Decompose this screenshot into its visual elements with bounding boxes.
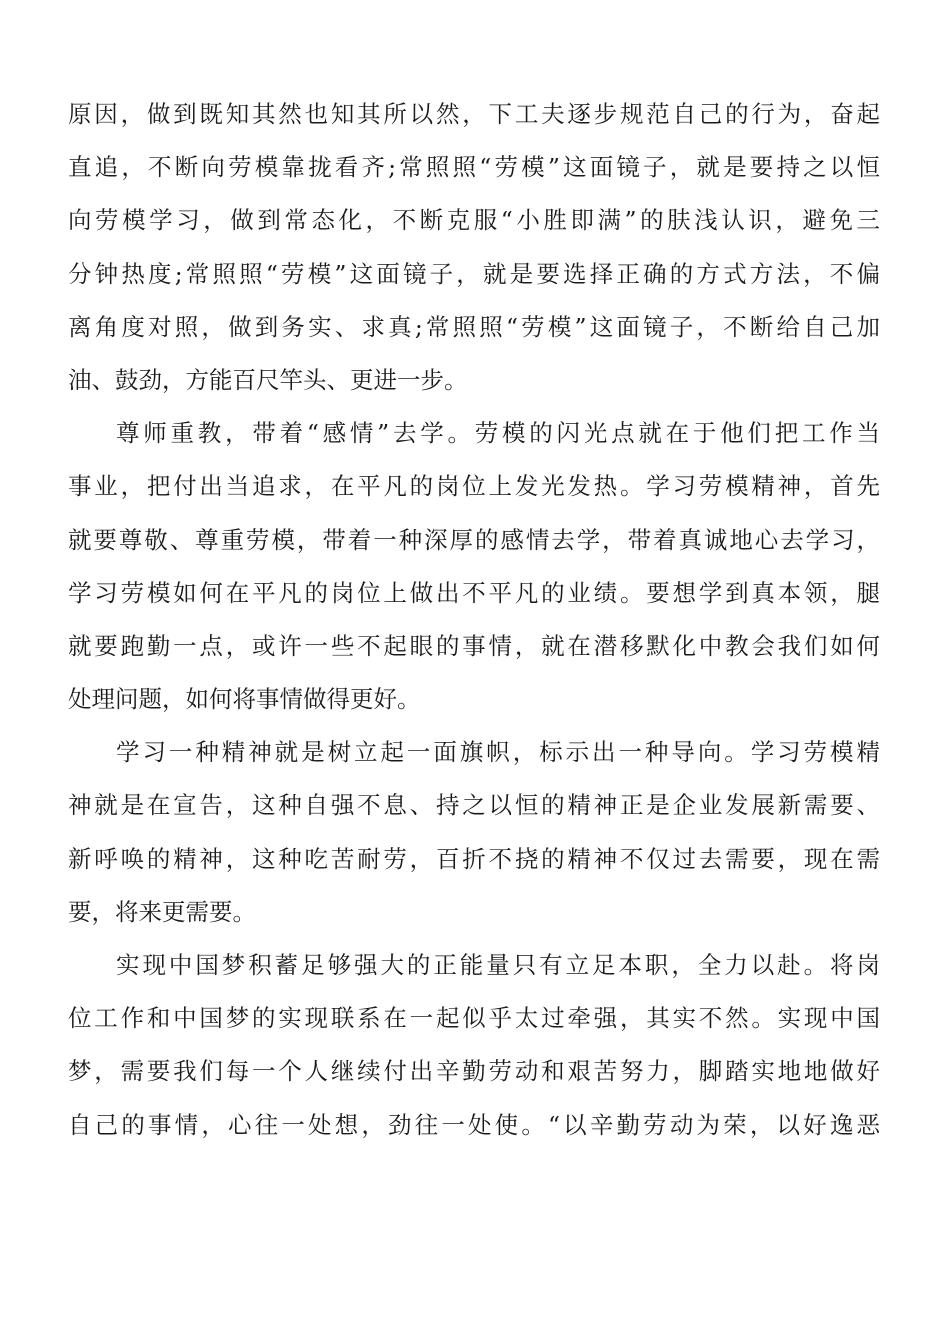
text-line: 分钟热度;常照照“劳模”这面镜子，就是要选择正确的方式方法，不偏 <box>68 259 880 288</box>
text-line: 油、鼓劲，方能百尺竿头、更进一步。 <box>68 365 468 394</box>
paragraph-china-dream <box>68 939 880 1152</box>
text-line: 直追，不断向劳模靠拢看齐;常照照“劳模”这面镜子，就是要持之以恒 <box>68 153 880 182</box>
text-line: 处理问题，如何将事情做得更好。 <box>68 685 421 714</box>
text-line: 新呼唤的精神，这种吃苦耐劳，百折不挠的精神不仅过去需要，现在需 <box>68 844 880 873</box>
document-body <box>68 88 880 1152</box>
text-line: 就要尊敬、尊重劳模，带着一种深厚的感情去学，带着真诚地心去学习， <box>68 525 880 554</box>
text-line: 事业，把付出当追求，在平凡的岗位上发光发热。学习劳模精神，首先 <box>68 472 880 501</box>
text-line: 神就是在宣告，这种自强不息、持之以恒的精神正是企业发展新需要、 <box>68 791 880 820</box>
text-line: 实现中国梦积蓄足够强大的正能量只有立足本职，全力以赴。将岗 <box>116 951 880 979</box>
text-line: 学习一种精神就是树立起一面旗帜，标示出一种导向。学习劳模精 <box>116 738 880 767</box>
text-line: 梦，需要我们每一个人继续付出辛勤劳动和艰苦努力，脚踏实地地做好 <box>68 1057 880 1086</box>
text-line: 就要跑勤一点，或许一些不起眼的事情，就在潜移默化中教会我们如何 <box>68 631 880 660</box>
paragraph-respect <box>68 407 880 726</box>
paragraph-banner <box>68 726 880 939</box>
paragraph-mirror <box>68 88 880 407</box>
text-line: 自己的事情，心往一处想，劲往一处使。“以辛勤劳动为荣，以好逸恶 <box>68 1110 880 1139</box>
text-line: 学习劳模如何在平凡的岗位上做出不平凡的业绩。要想学到真本领，腿 <box>68 578 880 607</box>
text-line: 要，将来更需要。 <box>68 897 256 926</box>
text-line: 尊师重教，带着“感情”去学。劳模的闪光点就在于他们把工作当 <box>116 419 880 448</box>
text-line: 位工作和中国梦的实现联系在一起似乎太过牵强，其实不然。实现中国 <box>68 1004 880 1033</box>
text-line: 离角度对照，做到务实、求真;常照照“劳模”这面镜子，不断给自己加 <box>68 312 880 341</box>
text-line: 原因，做到既知其然也知其所以然，下工夫逐步规范自己的行为，奋起 <box>68 100 880 128</box>
text-line: 向劳模学习，做到常态化，不断克服“小胜即满”的肤浅认识，避免三 <box>68 206 880 235</box>
